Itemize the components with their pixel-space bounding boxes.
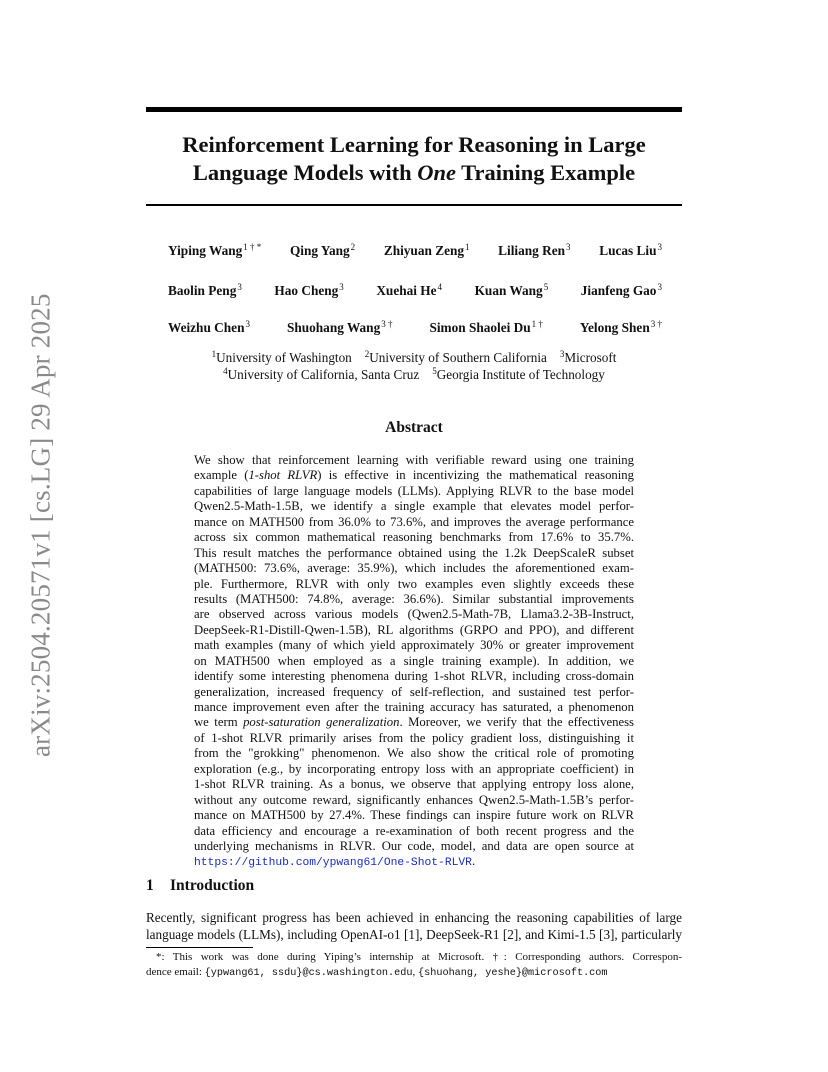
affiliation: $^1$University of Washington bbox=[211, 349, 352, 365]
abstract-line: across six common mathematical reasoning benchmarks from 17.6% to 35.7%. bbox=[194, 530, 634, 545]
affiliation: $^2$University of Southern California bbox=[364, 349, 547, 365]
abstract-line: https://github.com/ypwang61/One-Shot-RLVR. bbox=[194, 854, 476, 870]
abstract-line: (MATH500: 73.6%, average: 35.9%), which includes the aforementioned exam- bbox=[194, 561, 634, 576]
author-name: Baolin Peng$^3$ bbox=[168, 282, 242, 298]
author-name: Simon Shaolei $Du^{1 \dagger}$ bbox=[429, 319, 543, 335]
abstract-line: ple. Furthermore, RLVR with only two examples even slightly exceeds these bbox=[194, 576, 634, 591]
abstract-body bbox=[194, 453, 634, 870]
section-number: 1 bbox=[146, 877, 154, 894]
abstract-line: mance improvement even after the training accuracy has saturated, a phenomenon bbox=[194, 700, 634, 714]
abstract-line: we term post-saturation generalization. Moreover, we verify that the effectiveness bbox=[194, 715, 634, 730]
footnote-rule bbox=[146, 947, 253, 948]
abstract-line: without any outcome reward, significantly enhances Qwen2.5-Math-1.5B’s perfor- bbox=[194, 792, 634, 807]
affiliations-line-1 bbox=[146, 349, 682, 366]
abstract-line: are observed across various models (Qwen2.5-Math-7B, Llama3.2-3B-Instruct, bbox=[194, 607, 634, 622]
author-name: Qing Yang$^2$ bbox=[289, 242, 356, 258]
author-name: Zhiyuan Zeng$^1$ bbox=[383, 242, 470, 258]
title-line-1: Reinforcement Learning for Reasoning in Large bbox=[182, 132, 646, 157]
author-name: Lucas Liu$^3$ bbox=[599, 242, 662, 258]
section-title: Introduction bbox=[170, 877, 255, 894]
abstract-line: example (1-shot RLVR) is effective in incentivizing the mathematical reasoning bbox=[194, 468, 634, 483]
author-name: Yelong Shen$^{3 \dagger}$ bbox=[579, 319, 662, 335]
abstract-line: Qwen2.5-Math-1.5B, we identify a single example that elevates model perfor- bbox=[194, 499, 634, 514]
introduction-text bbox=[146, 910, 682, 943]
affiliation: $^4$University of California, Santa Cruz bbox=[223, 366, 420, 382]
title-top-rule bbox=[146, 107, 682, 112]
section-heading bbox=[146, 877, 254, 895]
author-name: Yiping Wang$^{1 \dagger *}$ bbox=[168, 242, 262, 258]
arxiv-identifier: arXiv:2504.20571v1 [cs.LG] 29 Apr 2025 bbox=[25, 293, 56, 757]
intro-line: language models (LLMs), including OpenAI-o1 [1], DeepSeek-R1 [2], and Kimi-1.5 [3], particularly bbox=[146, 926, 682, 942]
footnote-line-1: *: This work was done during Yiping’s internship at Microsoft. †: Corresponding authors. Correspon- bbox=[156, 951, 683, 963]
author-name: Shuohang Wang$^{3 \dagger}$ bbox=[286, 319, 393, 335]
abstract-line: We show that reinforcement learning with verifiable reward using one training bbox=[194, 453, 634, 467]
abstract-line: identify some interesting phenomena during 1-shot RLVR, including cross-domain bbox=[194, 669, 634, 684]
title-bottom-rule bbox=[146, 204, 682, 206]
abstract-line: 1-shot RLVR training. As a bonus, we observe that applying entropy loss alone, bbox=[194, 777, 634, 792]
author-name: Xuehai He$^4$ bbox=[376, 282, 443, 298]
affiliation: $^5$Georgia Institute of Technology bbox=[432, 366, 605, 382]
abstract-line: on MATH500 when employed as a single training example). In addition, we bbox=[194, 653, 634, 668]
author-name: Jianfeng Gao$^3$ bbox=[580, 282, 662, 298]
author-row bbox=[168, 282, 662, 299]
abstract-line: from the "grokking" phenomenon. We also show the critical role of promoting bbox=[194, 746, 634, 761]
footnote bbox=[146, 950, 682, 981]
affiliation: $^3$Microsoft bbox=[559, 349, 617, 365]
abstract-heading: Abstract bbox=[385, 419, 443, 436]
author-name: Hao Cheng$^3$ bbox=[274, 282, 344, 298]
abstract-line: math examples (many of which yield approximately 30% or greater improvement bbox=[194, 638, 634, 653]
author-name: Weizhu Chen$^3$ bbox=[168, 319, 250, 335]
abstract-line: of 1-shot RLVR primarily arises from the policy gradient loss, distinguishing it bbox=[194, 730, 634, 745]
abstract-line: underlying mechanisms in RLVR. Our code, model, and data are open source at bbox=[194, 838, 634, 853]
title-line-2: Language Models with One Training Example bbox=[192, 160, 636, 185]
abstract-line: generalization, increased frequency of self-reflection, and sustained test perfor- bbox=[194, 684, 634, 699]
affiliations-line-2 bbox=[146, 366, 682, 383]
abstract-line: results (MATH500: 74.8%, average: 36.6%). Similar substantial improvements bbox=[194, 591, 634, 606]
abstract-line: mance on MATH500 from 36.0% to 73.6%, and improves the average performance bbox=[194, 514, 634, 529]
footnote-line-2: dence email: {ypwang61, ssdu}@cs.washington.edu, {shuohang, yeshe}@microsoft.com bbox=[146, 965, 608, 979]
paper-title bbox=[146, 131, 682, 187]
repository-link[interactable]: https://github.com/ypwang61/One-Shot-RLVR bbox=[194, 857, 472, 870]
author-name: Kuan Wang$^5$ bbox=[474, 282, 549, 298]
email-washington[interactable]: {ypwang61, ssdu}@cs.washington.edu bbox=[204, 967, 413, 979]
author-row bbox=[168, 242, 662, 259]
abstract-line: This result matches the performance obtained using the 1.2k DeepScaleR subset bbox=[194, 545, 634, 560]
abstract-line: DeepSeek-R1-Distill-Qwen-1.5B), RL algorithms (GRPO and PPO), and different bbox=[194, 622, 634, 637]
abstract-line: capabilities of large language models (LLMs). Applying RLVR to the base model bbox=[194, 483, 634, 498]
abstract-line: mance on MATH500 by 27.4%. These findings can inspire future work on RLVR bbox=[194, 808, 634, 823]
title-emphasis: One bbox=[417, 160, 456, 185]
email-microsoft[interactable]: {shuohang, yeshe}@microsoft.com bbox=[418, 967, 608, 979]
author-row bbox=[168, 319, 662, 336]
intro-line: Recently, significant progress has been achieved in enhancing the reasoning capabilities of large bbox=[146, 910, 682, 925]
author-name: Liliang Ren$^3$ bbox=[498, 242, 571, 258]
abstract-line: data efficiency and encourage a re-examination of both recent progress and the bbox=[194, 823, 634, 838]
abstract-line: exploration (e.g., by incorporating entropy loss with an appropriate coefficient) in bbox=[194, 761, 634, 776]
